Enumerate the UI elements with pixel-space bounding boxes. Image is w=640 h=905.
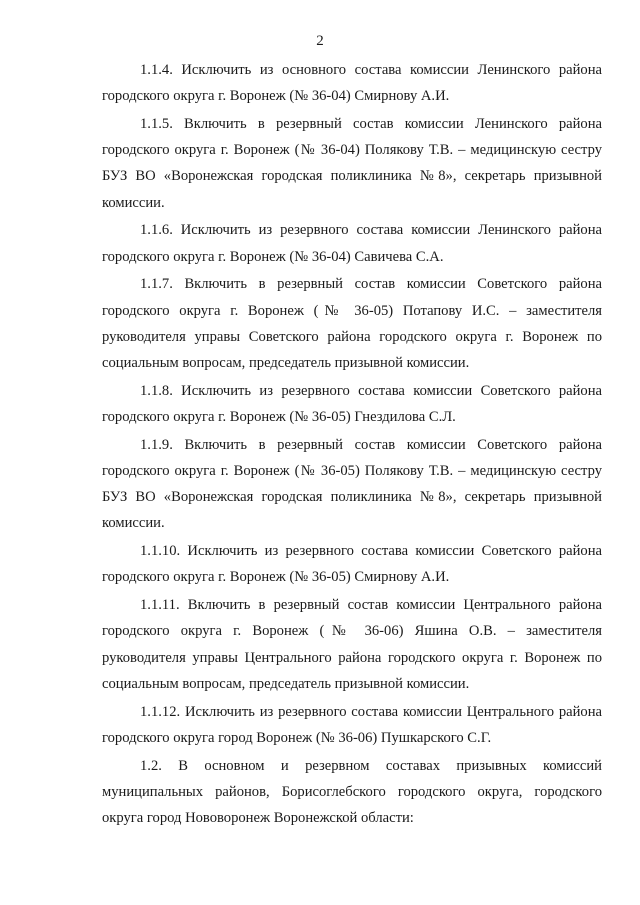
paragraph-1-1-6: 1.1.6. Исключить из резервного состава комиссии Ленинского района городского округа г. Воронеж (№ 36-04) Савичева С.А. xyxy=(102,222,602,265)
paragraph-1-1-5: 1.1.5. Включить в резервный состав комиссии Ленинского района городского округа г. Воронеж (№ 36-04) Полякову Т.В. – медицинскую сестру БУЗ ВО «Воронежская городская поликлиника №8», секретарь призывной комиссии. xyxy=(102,116,602,211)
page-number: 2 xyxy=(316,33,324,49)
paragraph-1-1-7: 1.1.7. Включить в резервный состав комиссии Советского района городского округа г. Воронеж (№ 36-05) Потапову И.С. – заместителя руководителя управы Советского района городского округа г. Воронеж по социальным вопросам, председатель призывной комиссии. xyxy=(102,276,602,372)
paragraph-1-1-4: 1.1.4. Исключить из основного состава комиссии Ленинского района городского округа г. Воронеж (№ 36-04) Смирнову А.И. xyxy=(102,62,602,105)
paragraph-1-2: 1.2. В основном и резервном составах призывных комиссий муниципальных районов, Борисоглебского городского округа, городского округа город Нововоронеж Воронежской области: xyxy=(102,757,602,827)
document-body xyxy=(102,57,602,833)
paragraph-1-1-9: 1.1.9. Включить в резервный состав комиссии Советского района городского округа г. Воронеж (№ 36-05) Полякову Т.В. – медицинскую сестру БУЗ ВО «Воронежская городская поликлиника №8», секретарь призывной комиссии. xyxy=(102,436,602,532)
paragraph-1-1-12: 1.1.12. Исключить из резервного состава комиссии Центрального района городского округа город Воронеж (№ 36-06) Пушкарского С.Г. xyxy=(102,703,602,746)
paragraph-1-1-10: 1.1.10. Исключить из резервного состава комиссии Советского района городского округа г. Воронеж (№ 36-05) Смирнову А.И. xyxy=(102,543,602,586)
paragraph-1-1-11: 1.1.11. Включить в резервный состав комиссии Центрального района городского округа г. Воронеж (№ 36-06) Яшина О.В. – заместителя руководителя управы Центрального района городского округа г. Воронеж по социальным вопросам, председатель призывной комиссии. xyxy=(102,597,602,692)
paragraph-1-1-8: 1.1.8. Исключить из резервного состава комиссии Советского района городского округа г. Воронеж (№ 36-05) Гнездилова С.Л. xyxy=(102,382,602,426)
